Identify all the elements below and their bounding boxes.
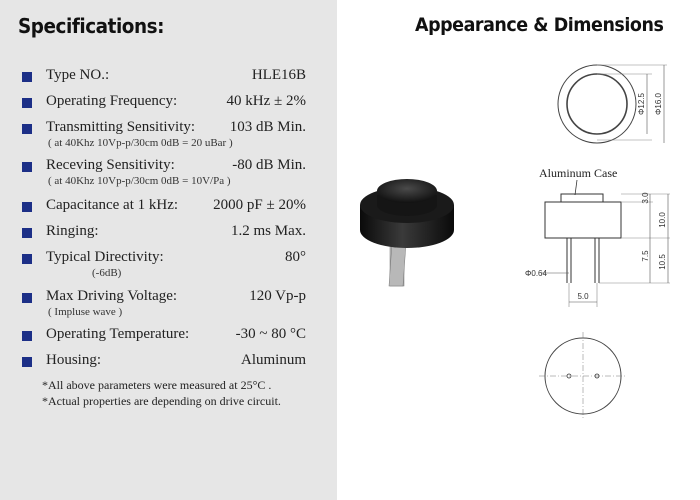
top-height-label: 3.0 <box>641 192 650 204</box>
spec-label: Operating Temperature: <box>46 326 190 342</box>
appearance-title: Appearance & Dimensions <box>415 14 664 36</box>
bullet-icon <box>22 98 32 108</box>
bullet-icon <box>22 254 32 264</box>
spec-value: HLE16B <box>251 67 306 83</box>
bullet-icon <box>22 331 32 341</box>
spec-condition: (-6dB) <box>92 267 122 279</box>
top-view <box>558 65 667 143</box>
spec-condition: ( at 40Khz 10Vp-p/30cm 0dB = 10V/Pa ) <box>48 175 231 187</box>
spec-value: 80° <box>285 249 306 265</box>
bullet-icon <box>22 228 32 238</box>
pin-spacing-label: 5.0 <box>577 292 589 301</box>
note-measurement: *All above parameters were measured at 25°C . <box>42 378 272 392</box>
appearance-panel <box>337 0 700 500</box>
bullet-icon <box>22 202 32 212</box>
side-view <box>525 166 670 307</box>
spec-value: -30 ~ 80 °C <box>235 326 306 342</box>
bullet-icon <box>22 72 32 82</box>
pin-upper-label: 7.5 <box>641 250 650 262</box>
body-height-label: 10.0 <box>658 212 667 228</box>
spec-condition: ( at 40Khz 10Vp-p/30cm 0dB = 20 uBar ) <box>48 137 233 149</box>
spec-value: Aluminum <box>240 352 306 368</box>
spec-label: Transmitting Sensitivity: <box>46 119 196 135</box>
pin-diameter-label: Φ0.64 <box>525 269 547 278</box>
bottom-view <box>539 332 627 420</box>
specifications-title: Specifications: <box>18 14 165 38</box>
spec-label: Ringing: <box>46 223 99 239</box>
spec-label: Capacitance at 1 kHz: <box>46 197 179 213</box>
inner-diameter-label: Φ12.5 <box>637 93 646 115</box>
spec-label: Receving Sensitivity: <box>46 157 175 173</box>
spec-value: -80 dB Min. <box>232 157 306 173</box>
bullet-icon <box>22 293 32 303</box>
outer-diameter-label: Φ16.0 <box>654 93 663 115</box>
specifications-panel <box>0 0 337 500</box>
spec-label: Max Driving Voltage: <box>46 288 178 304</box>
note-drive-circuit: *Actual properties are depending on drive circuit. <box>42 394 281 408</box>
spec-label: Housing: <box>46 352 102 368</box>
spec-value: 1.2 ms Max. <box>231 223 306 239</box>
spec-value: 120 Vp-p <box>249 288 306 304</box>
spec-value: 40 kHz ± 2% <box>226 93 306 109</box>
spec-label: Type NO.: <box>46 67 110 83</box>
bullet-icon <box>22 124 32 134</box>
spec-label: Typical Directivity: <box>46 249 164 265</box>
spec-condition: ( Impluse wave ) <box>48 306 123 318</box>
spec-value: 103 dB Min. <box>229 119 306 135</box>
bullet-icon <box>22 357 32 367</box>
spec-value: 2000 pF ± 20% <box>213 197 306 213</box>
pin-total-label: 10.5 <box>658 254 667 270</box>
aluminum-case-label: Aluminum Case <box>539 166 618 180</box>
spec-label: Operating Frequency: <box>46 93 178 109</box>
transducer-photo <box>360 179 454 286</box>
bullet-icon <box>22 162 32 172</box>
dimension-drawing <box>337 0 700 500</box>
